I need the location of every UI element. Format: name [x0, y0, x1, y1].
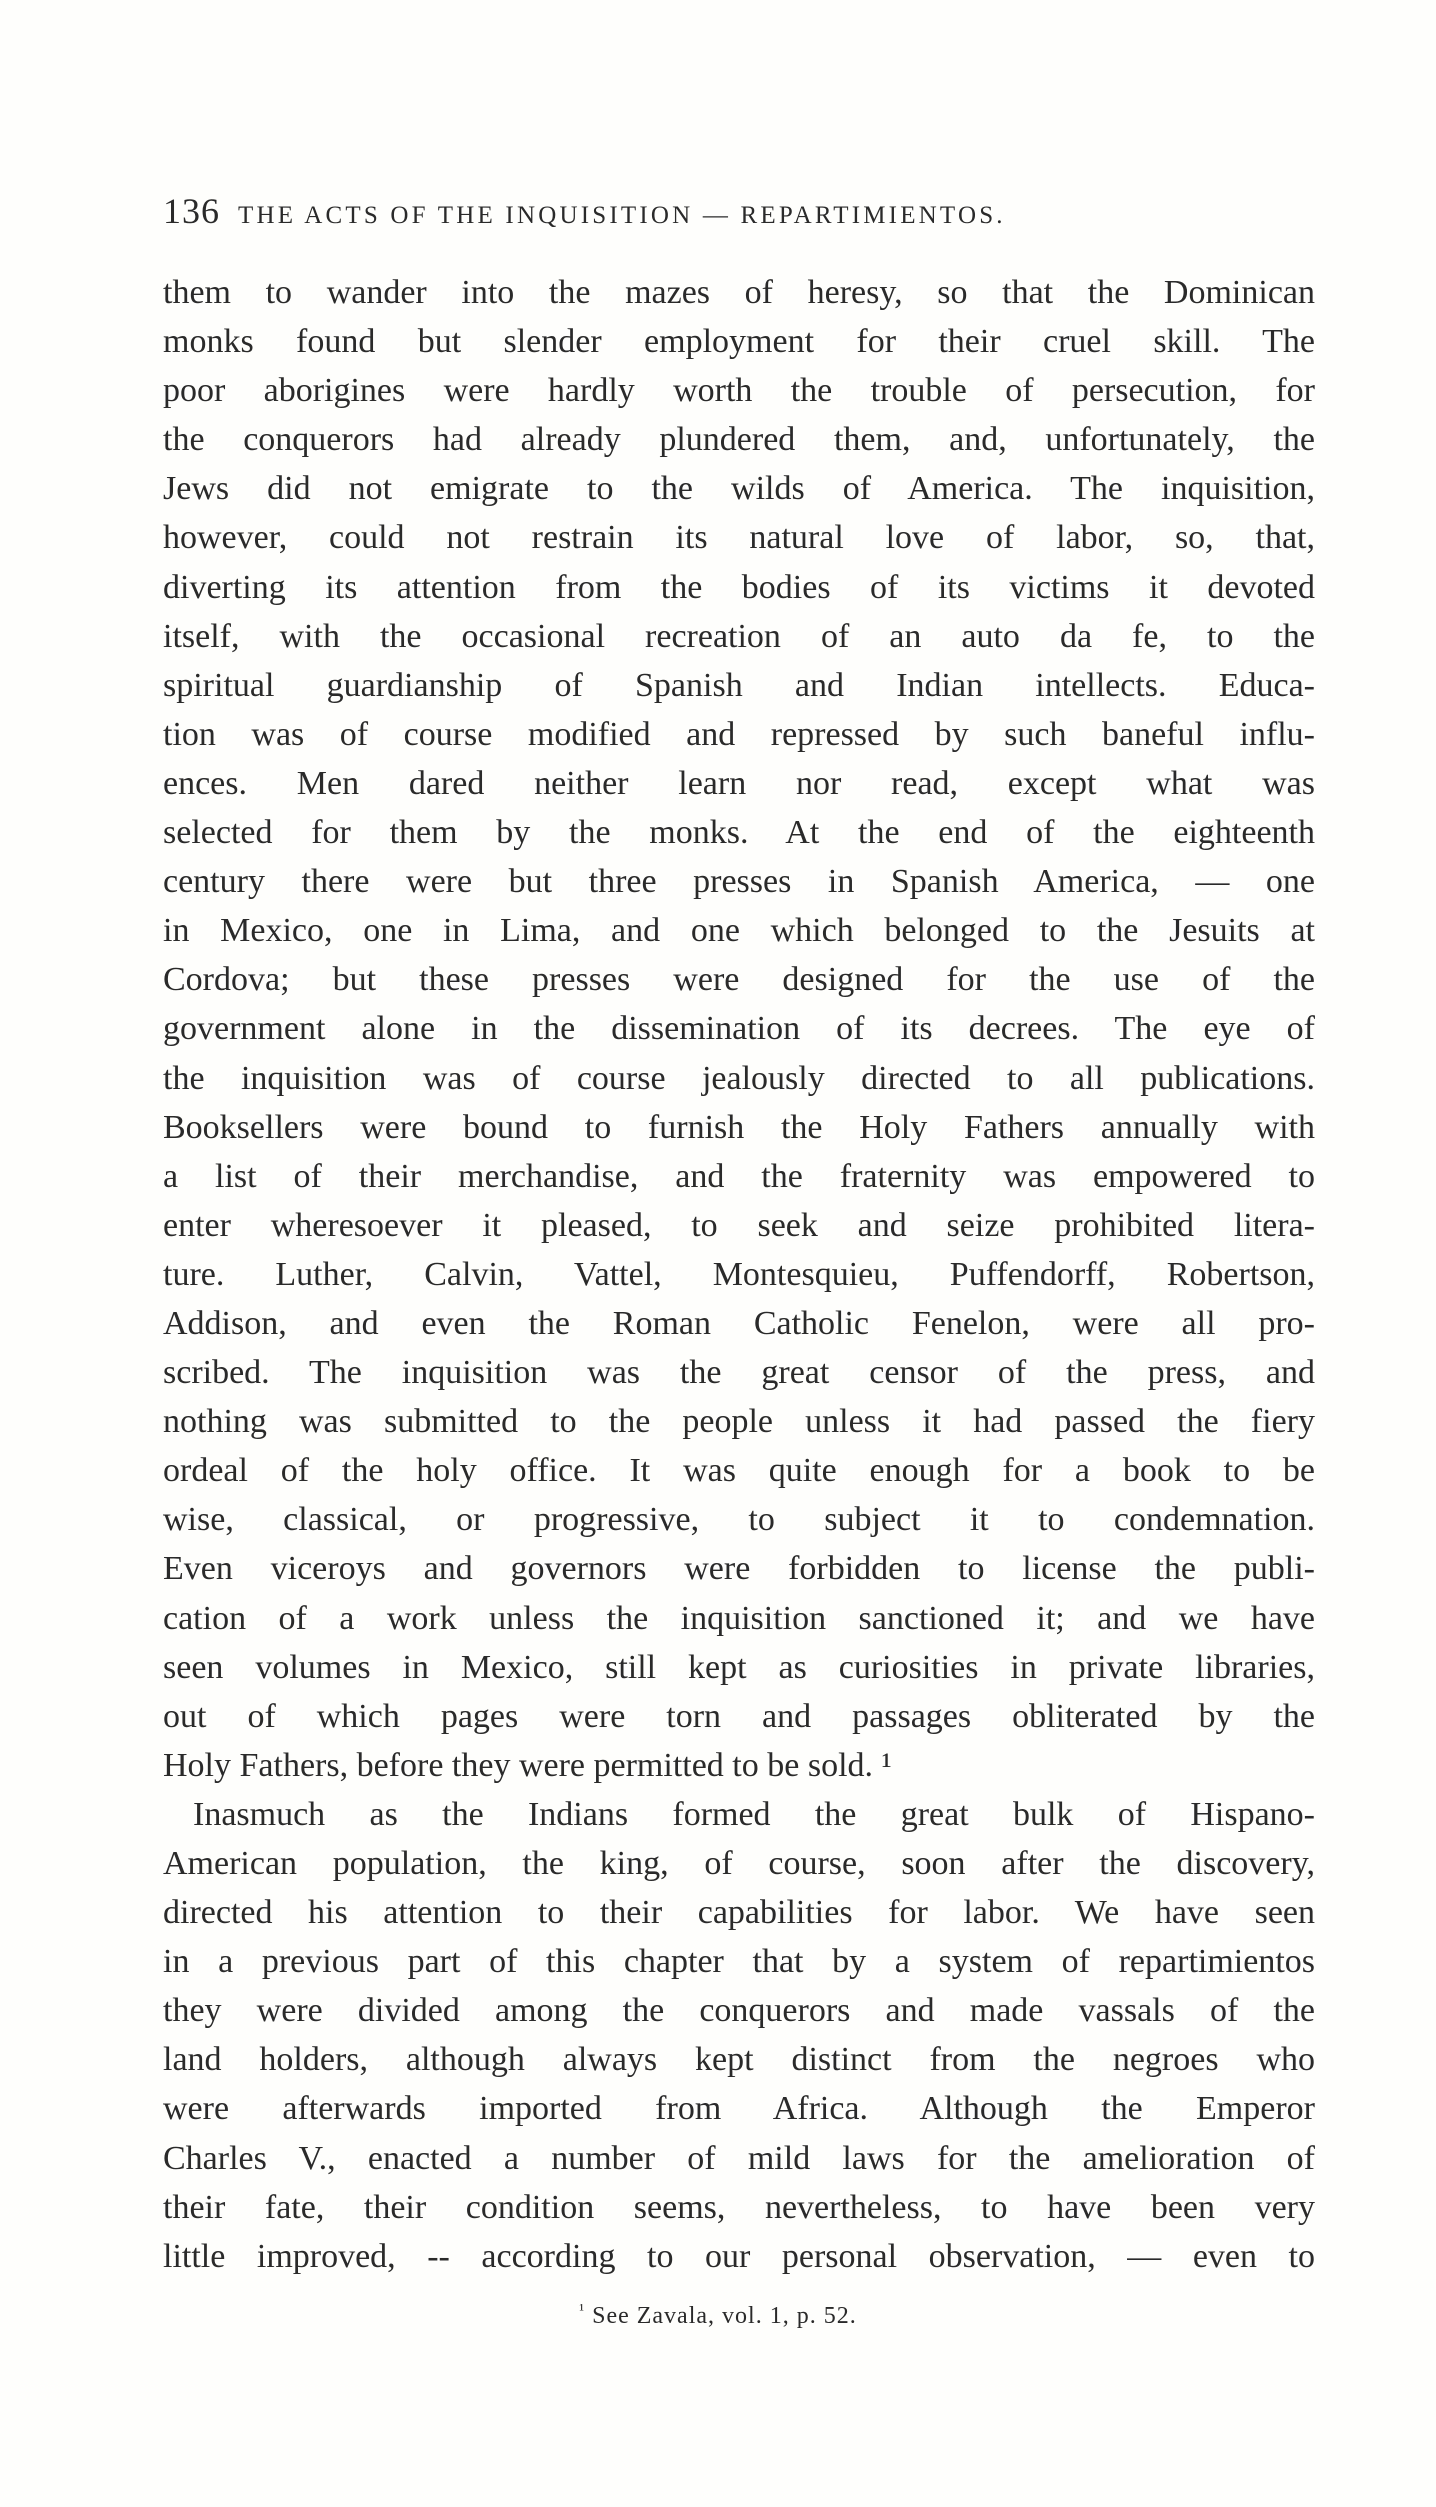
text-line: directed his attention to their capabilities for labor. We have seen — [163, 1894, 1315, 1932]
text-line: a list of their merchandise, and the fraternity was empowered to — [163, 1157, 1315, 1195]
text-line: their fate, their condition seems, nevertheless, to have been very — [163, 2188, 1315, 2226]
text-line: American population, the king, of course, soon after the discovery, — [163, 1845, 1315, 1882]
text-line: they were divided among the conquerors and made vassals of the — [163, 1992, 1315, 2030]
text-line: Cordova; but these presses were designed for the use of the — [163, 961, 1315, 999]
text-line: diverting its attention from the bodies of its victims it devoted — [163, 568, 1315, 606]
text-line: Holy Fathers, before they were permitted to be sold. ¹ — [163, 1746, 892, 1784]
text-line: land holders, although always kept distinct from the negroes who — [163, 2041, 1315, 2079]
text-line: century there were but three presses in Spanish America, — one — [163, 863, 1315, 901]
text-line: selected for them by the monks. At the end of the eighteenth — [163, 814, 1315, 852]
text-line: Booksellers were bound to furnish the Holy Fathers annually with — [163, 1108, 1315, 1146]
text-line: little improved, -- according to our personal observation, — even to — [163, 2237, 1315, 2275]
footnote — [0, 2302, 1436, 2330]
text-line: ture. Luther, Calvin, Vattel, Montesquieu, Puffendorff, Robertson, — [163, 1255, 1315, 1293]
text-line: seen volumes in Mexico, still kept as curiosities in private libraries, — [163, 1648, 1315, 1686]
running-head-title: THE ACTS OF THE INQUISITION — REPARTIMIENTOS. — [238, 202, 1006, 229]
body-text — [163, 268, 1315, 2281]
text-line: ences. Men dared neither learn nor read, except what was — [163, 764, 1315, 802]
text-line: Even viceroys and governors were forbidden to license the publi- — [163, 1550, 1315, 1588]
text-line: nothing was submitted to the people unless it had passed the fiery — [163, 1403, 1315, 1441]
text-line: Inasmuch as the Indians formed the great bulk of Hispano- — [193, 1795, 1315, 1833]
footnote-text: See Zavala, vol. 1, p. 52. — [592, 2303, 857, 2329]
running-head — [163, 190, 1323, 234]
page-number: 136 — [163, 191, 220, 231]
footnote-marker: ¹ — [579, 2302, 586, 2319]
text-line: itself, with the occasional recreation of an auto da fe, to the — [163, 617, 1315, 655]
text-line: in a previous part of this chapter that by a system of repartimientos — [163, 1943, 1315, 1981]
text-line: poor aborigines were hardly worth the trouble of persecution, for — [163, 372, 1315, 410]
text-line: Addison, and even the Roman Catholic Fenelon, were all pro- — [163, 1304, 1315, 1342]
text-line: scribed. The inquisition was the great censor of the press, and — [163, 1354, 1315, 1392]
text-line: enter wheresoever it pleased, to seek and seize prohibited litera- — [163, 1206, 1315, 1244]
text-line: the conquerors had already plundered them, and, unfortunately, the — [163, 421, 1315, 459]
text-line: cation of a work unless the inquisition sanctioned it; and we have — [163, 1599, 1315, 1637]
text-line: wise, classical, or progressive, to subject it to condemnation. — [163, 1501, 1315, 1539]
text-line: were afterwards imported from Africa. Although the Emperor — [163, 2090, 1315, 2128]
text-line: government alone in the dissemination of its decrees. The eye of — [163, 1010, 1315, 1048]
text-line: them to wander into the mazes of heresy, so that the Dominican — [163, 274, 1315, 311]
text-line: Jews did not emigrate to the wilds of America. The inquisition, — [163, 470, 1315, 508]
text-line: ordeal of the holy office. It was quite enough for a book to be — [163, 1452, 1315, 1490]
text-line: tion was of course modified and repressed by such baneful influ- — [163, 715, 1315, 753]
text-line: monks found but slender employment for their cruel skill. The — [163, 323, 1315, 361]
text-line: however, could not restrain its natural love of labor, so, that, — [163, 519, 1315, 557]
text-line: in Mexico, one in Lima, and one which belonged to the Jesuits at — [163, 912, 1315, 950]
text-line: out of which pages were torn and passages obliterated by the — [163, 1697, 1315, 1735]
text-line: spiritual guardianship of Spanish and Indian intellects. Educa- — [163, 666, 1315, 704]
text-line: Charles V., enacted a number of mild laws for the amelioration of — [163, 2139, 1315, 2177]
text-line: the inquisition was of course jealously directed to all publications. — [163, 1059, 1315, 1097]
